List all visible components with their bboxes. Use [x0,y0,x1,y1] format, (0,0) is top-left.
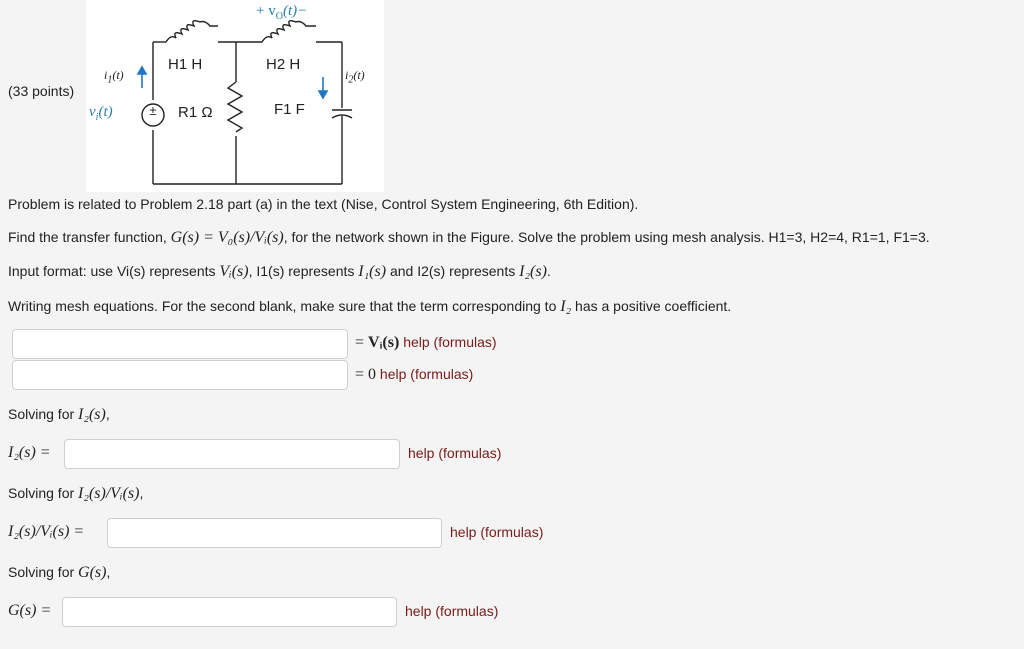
ratio-input[interactable] [107,518,442,548]
problem-statement: Find the transfer function, G(s) = V₀(s)/Vᵢ(s), for the network shown in the Figure. Solve the problem using mesh analysis. H1=3, H2=4, R1=1, F1=3. [8,229,930,246]
svg-text:±: ± [149,103,157,118]
h2-label: H2 H [266,56,301,73]
solve-g-prompt: Solving for G(s), [8,564,111,581]
inductor-h2-coil [262,21,316,42]
resistor-r1-zigzag [228,82,242,132]
help-formulas-link-4[interactable]: help (formulas) [450,524,544,540]
points-label: (33 points) [8,83,75,99]
solve-ratio-prompt: Solving for I₂(s)/Vᵢ(s), [8,485,144,502]
vi-label: $v_i(t)$ [89,104,113,123]
i1-label: $i_1(t)$ [104,68,124,86]
i2-input[interactable] [64,439,400,469]
i2-label: I₂(s) = [8,444,51,461]
help-formulas-link-1[interactable]: help (formulas) [403,334,497,350]
help-formulas-link-5[interactable]: help (formulas) [405,603,499,619]
mesh-equation-2-input[interactable] [12,360,348,390]
mesh-equation-2-rhs: = 0 help (formulas) [355,366,474,383]
problem-reference: Problem is related to Problem 2.18 part (a) in the text (Nise, Control System Engineering, 6th Edition). [8,196,639,212]
input-format-note: Input format: use Vi(s) represents Vᵢ(s), I1(s) represents I₁(s) and I2(s) represents I₂(s). [8,263,551,280]
circuit-diagram [86,0,384,192]
g-label: G(s) = [8,602,52,619]
mesh-equation-1-input[interactable] [12,329,348,359]
h1-label: H1 H [168,56,203,73]
circuit-figure [86,0,384,192]
mesh-instruction: Writing mesh equations. For the second blank, make sure that the term corresponding to I₂ has a positive coefficient. [8,298,732,315]
help-formulas-link-3[interactable]: help (formulas) [408,445,502,461]
f1-label: F1 F [274,101,305,118]
mesh-equation-1-rhs: = Vᵢ(s) help (formulas) [355,334,497,351]
ratio-label: I₂(s)/Vᵢ(s) = [8,523,85,540]
g-input[interactable] [62,597,397,627]
r1-label: R1 Ω [178,104,213,121]
help-formulas-link-2[interactable]: help (formulas) [379,366,474,382]
i2-label: $i_2(t)$ [345,68,365,86]
inductor-h1-coil [166,21,218,42]
solve-i2-prompt: Solving for I₂(s), [8,406,110,423]
vo-label: + $v_O(t)-$ [256,3,308,22]
